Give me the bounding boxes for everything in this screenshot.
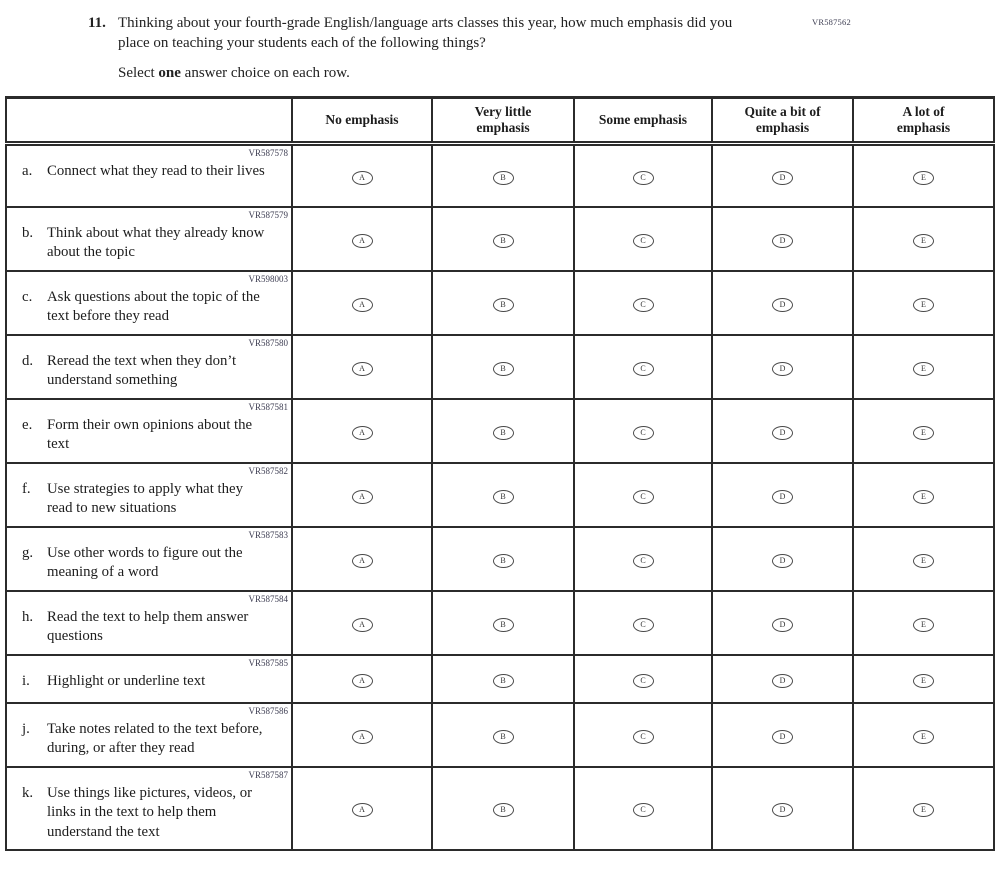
row-label [7, 718, 291, 766]
option-cell-a-lot-of-emphasis[interactable] [853, 271, 994, 335]
row-vr-code: VR587585 [248, 657, 288, 668]
option-cell-no-emphasis[interactable] [292, 463, 432, 527]
column-header-label: No emphasis [325, 112, 399, 127]
row-label [7, 542, 291, 590]
option-oval-a[interactable]: A [352, 618, 373, 632]
table-row-c [6, 271, 994, 335]
row-label-cell [6, 335, 292, 399]
option-oval-c[interactable]: C [633, 490, 654, 504]
row-label-cell [6, 399, 292, 463]
option-oval-b[interactable]: B [493, 362, 514, 376]
row-letter: d. [22, 352, 34, 369]
option-cell-a-lot-of-emphasis[interactable] [853, 527, 994, 591]
option-oval-e[interactable]: E [913, 490, 934, 504]
row-label-cell [6, 703, 292, 767]
row-vr-code: VR587587 [248, 769, 288, 780]
option-oval-d[interactable]: D [772, 618, 793, 632]
option-cell-very-little-emphasis[interactable] [432, 655, 574, 703]
instruction-pre: Select [118, 65, 159, 81]
option-cell-a-lot-of-emphasis[interactable] [853, 207, 994, 271]
option-cell-very-little-emphasis[interactable] [432, 463, 574, 527]
option-cell-some-emphasis[interactable] [574, 703, 712, 767]
row-letter: i. [22, 672, 30, 689]
row-vr-code: VR587583 [248, 529, 288, 540]
row-label-text: Take notes related to the text before, during, or after they read [47, 720, 263, 756]
table-row-f [6, 463, 994, 527]
table-body [6, 144, 994, 851]
option-oval-d[interactable]: D [772, 674, 793, 688]
option-oval-e[interactable]: E [913, 674, 934, 688]
option-cell-very-little-emphasis[interactable] [432, 144, 574, 207]
option-cell-very-little-emphasis[interactable] [432, 207, 574, 271]
option-cell-a-lot-of-emphasis[interactable] [853, 655, 994, 703]
option-cell-some-emphasis[interactable] [574, 767, 712, 851]
option-oval-a[interactable]: A [352, 803, 373, 817]
row-label-cell [6, 591, 292, 655]
row-label [7, 286, 291, 334]
option-oval-c[interactable]: C [633, 618, 654, 632]
row-label-cell [6, 655, 292, 703]
option-oval-b[interactable]: B [493, 426, 514, 440]
option-cell-quite-a-bit-of-emphasis[interactable] [712, 271, 853, 335]
option-oval-d[interactable]: D [772, 554, 793, 568]
option-cell-a-lot-of-emphasis[interactable] [853, 703, 994, 767]
option-oval-d[interactable]: D [772, 298, 793, 312]
column-header-label: A lot of emphasis [896, 104, 951, 135]
option-oval-e[interactable]: E [913, 554, 934, 568]
column-header-no-emphasis [292, 98, 432, 144]
option-oval-c[interactable]: C [633, 803, 654, 817]
form-code: VR587562 [812, 17, 851, 27]
row-label-text: Connect what they read to their lives [47, 163, 265, 179]
option-cell-some-emphasis[interactable] [574, 655, 712, 703]
option-cell-some-emphasis[interactable] [574, 207, 712, 271]
column-header-label: Very little emphasis [474, 104, 532, 135]
column-header-some-emphasis [574, 98, 712, 144]
table-row-b [6, 207, 994, 271]
row-label-text: Think about what they already know about the topic [47, 224, 265, 260]
instruction-post: answer choice on each row. [180, 65, 350, 81]
row-label-text: Use things like pictures, videos, or links in the text to help them understand the text [47, 784, 253, 840]
table-row-e [6, 399, 994, 463]
option-oval-e[interactable]: E [913, 618, 934, 632]
row-label-text: Read the text to help them answer questions [47, 608, 249, 644]
row-letter: e. [22, 416, 33, 433]
option-oval-a[interactable]: A [352, 674, 373, 688]
instruction-line [118, 64, 1000, 83]
row-letter: h. [22, 608, 34, 625]
option-oval-e[interactable]: E [913, 298, 934, 312]
option-cell-quite-a-bit-of-emphasis[interactable] [712, 463, 853, 527]
row-vr-code: VR587580 [248, 337, 288, 348]
option-oval-b[interactable]: B [493, 298, 514, 312]
option-cell-a-lot-of-emphasis[interactable] [853, 335, 994, 399]
option-oval-b[interactable]: B [493, 490, 514, 504]
row-letter: g. [22, 544, 34, 561]
option-oval-a[interactable]: A [352, 490, 373, 504]
option-cell-very-little-emphasis[interactable] [432, 335, 574, 399]
option-oval-c[interactable]: C [633, 234, 654, 248]
row-label [7, 478, 291, 526]
option-oval-d[interactable]: D [772, 234, 793, 248]
column-header-label: Quite a bit of emphasis [744, 104, 821, 135]
option-oval-d[interactable]: D [772, 490, 793, 504]
option-oval-c[interactable]: C [633, 426, 654, 440]
column-header-quite-a-bit-of-emphasis [712, 98, 853, 144]
option-cell-no-emphasis[interactable] [292, 399, 432, 463]
option-cell-no-emphasis[interactable] [292, 144, 432, 207]
column-header-very-little-emphasis [432, 98, 574, 144]
option-cell-some-emphasis[interactable] [574, 527, 712, 591]
option-oval-e[interactable]: E [913, 426, 934, 440]
option-cell-quite-a-bit-of-emphasis[interactable] [712, 655, 853, 703]
row-label [7, 222, 291, 270]
row-label [7, 606, 291, 654]
row-label [7, 782, 291, 850]
option-cell-no-emphasis[interactable] [292, 655, 432, 703]
option-oval-b[interactable]: B [493, 730, 514, 744]
header-row [6, 98, 994, 144]
row-vr-code: VR587581 [248, 401, 288, 412]
option-oval-a[interactable]: A [352, 171, 373, 185]
option-oval-c[interactable]: C [633, 171, 654, 185]
option-cell-a-lot-of-emphasis[interactable] [853, 463, 994, 527]
column-header-label: Some emphasis [598, 112, 688, 127]
option-cell-a-lot-of-emphasis[interactable] [853, 399, 994, 463]
option-oval-a[interactable]: A [352, 554, 373, 568]
option-cell-some-emphasis[interactable] [574, 463, 712, 527]
option-oval-e[interactable]: E [913, 234, 934, 248]
option-oval-a[interactable]: A [352, 730, 373, 744]
row-label-cell [6, 767, 292, 851]
row-vr-code: VR587586 [248, 705, 288, 716]
option-cell-a-lot-of-emphasis[interactable] [853, 144, 994, 207]
option-oval-d[interactable]: D [772, 171, 793, 185]
option-cell-very-little-emphasis[interactable] [432, 767, 574, 851]
option-cell-quite-a-bit-of-emphasis[interactable] [712, 527, 853, 591]
row-letter: k. [22, 784, 34, 801]
option-oval-e[interactable]: E [913, 730, 934, 744]
column-header-blank [6, 98, 292, 144]
option-cell-no-emphasis[interactable] [292, 335, 432, 399]
option-oval-c[interactable]: C [633, 298, 654, 312]
row-letter: b. [22, 224, 34, 241]
option-cell-very-little-emphasis[interactable] [432, 527, 574, 591]
option-cell-no-emphasis[interactable] [292, 703, 432, 767]
option-cell-no-emphasis[interactable] [292, 207, 432, 271]
option-cell-quite-a-bit-of-emphasis[interactable] [712, 703, 853, 767]
option-cell-a-lot-of-emphasis[interactable] [853, 767, 994, 851]
row-label [7, 160, 291, 189]
row-label-cell [6, 207, 292, 271]
option-cell-no-emphasis[interactable] [292, 767, 432, 851]
row-label-text: Highlight or underline text [47, 672, 206, 689]
table-row-k [6, 767, 994, 851]
row-label-cell [6, 144, 292, 207]
row-label-text: Use strategies to apply what they read to new situations [47, 480, 244, 516]
option-oval-c[interactable]: C [633, 362, 654, 376]
option-cell-no-emphasis[interactable] [292, 271, 432, 335]
option-cell-a-lot-of-emphasis[interactable] [853, 591, 994, 655]
option-cell-some-emphasis[interactable] [574, 144, 712, 207]
table-row-d [6, 335, 994, 399]
option-oval-a[interactable]: A [352, 426, 373, 440]
row-vr-code: VR587582 [248, 465, 288, 476]
option-cell-some-emphasis[interactable] [574, 271, 712, 335]
row-label-text: Use other words to figure out the meaning of a word [47, 544, 243, 580]
option-oval-d[interactable]: D [772, 730, 793, 744]
option-oval-d[interactable]: D [772, 362, 793, 376]
row-letter: c. [22, 288, 33, 305]
column-header-a-lot-of-emphasis [853, 98, 994, 144]
row-letter: a. [22, 163, 33, 179]
instruction-bold: one [158, 65, 181, 81]
option-cell-no-emphasis[interactable] [292, 591, 432, 655]
option-oval-a[interactable]: A [352, 362, 373, 376]
option-oval-c[interactable]: C [633, 554, 654, 568]
option-oval-a[interactable]: A [352, 298, 373, 312]
row-label [7, 670, 291, 699]
option-oval-b[interactable]: B [493, 554, 514, 568]
table-row-h [6, 591, 994, 655]
row-label-text: Reread the text when they don’t understand something [47, 352, 237, 388]
row-label [7, 350, 291, 398]
table-row-g [6, 527, 994, 591]
option-cell-quite-a-bit-of-emphasis[interactable] [712, 144, 853, 207]
row-label [7, 414, 291, 462]
table-row-j [6, 703, 994, 767]
option-cell-some-emphasis[interactable] [574, 335, 712, 399]
row-vr-code: VR587578 [248, 148, 288, 158]
table-row-i [6, 655, 994, 703]
row-label-cell [6, 527, 292, 591]
option-cell-very-little-emphasis[interactable] [432, 271, 574, 335]
row-label-cell [6, 463, 292, 527]
option-cell-quite-a-bit-of-emphasis[interactable] [712, 335, 853, 399]
option-oval-e[interactable]: E [913, 171, 934, 185]
row-vr-code: VR598003 [248, 273, 288, 284]
option-cell-quite-a-bit-of-emphasis[interactable] [712, 399, 853, 463]
option-oval-d[interactable]: D [772, 803, 793, 817]
option-oval-e[interactable]: E [913, 803, 934, 817]
row-label-cell [6, 271, 292, 335]
option-oval-b[interactable]: B [493, 803, 514, 817]
option-oval-d[interactable]: D [772, 426, 793, 440]
option-cell-quite-a-bit-of-emphasis[interactable] [712, 207, 853, 271]
option-cell-quite-a-bit-of-emphasis[interactable] [712, 767, 853, 851]
option-cell-no-emphasis[interactable] [292, 527, 432, 591]
row-letter: j. [22, 720, 30, 737]
question-number: 11. [88, 15, 106, 31]
option-oval-a[interactable]: A [352, 234, 373, 248]
question-block [88, 13, 1000, 53]
option-cell-very-little-emphasis[interactable] [432, 703, 574, 767]
row-letter: f. [22, 480, 31, 497]
option-cell-some-emphasis[interactable] [574, 591, 712, 655]
option-oval-c[interactable]: C [633, 730, 654, 744]
row-vr-code: VR587579 [248, 209, 288, 220]
table-row-a [6, 144, 994, 207]
option-oval-b[interactable]: B [493, 234, 514, 248]
option-cell-quite-a-bit-of-emphasis[interactable] [712, 591, 853, 655]
option-oval-b[interactable]: B [493, 674, 514, 688]
option-oval-e[interactable]: E [913, 362, 934, 376]
table-header [6, 98, 994, 144]
option-cell-some-emphasis[interactable] [574, 399, 712, 463]
option-oval-c[interactable]: C [633, 674, 654, 688]
question-text: Thinking about your fourth-grade English/language arts classes this year, how much emphasis did you place on teaching your students each of the following things? [118, 15, 733, 51]
emphasis-table [5, 96, 995, 851]
option-oval-b[interactable]: B [493, 171, 514, 185]
row-label-text: Form their own opinions about the text [47, 416, 253, 452]
option-oval-b[interactable]: B [493, 618, 514, 632]
row-vr-code: VR587584 [248, 593, 288, 604]
row-label-text: Ask questions about the topic of the text before they read [47, 288, 260, 324]
option-cell-very-little-emphasis[interactable] [432, 399, 574, 463]
option-cell-very-little-emphasis[interactable] [432, 591, 574, 655]
